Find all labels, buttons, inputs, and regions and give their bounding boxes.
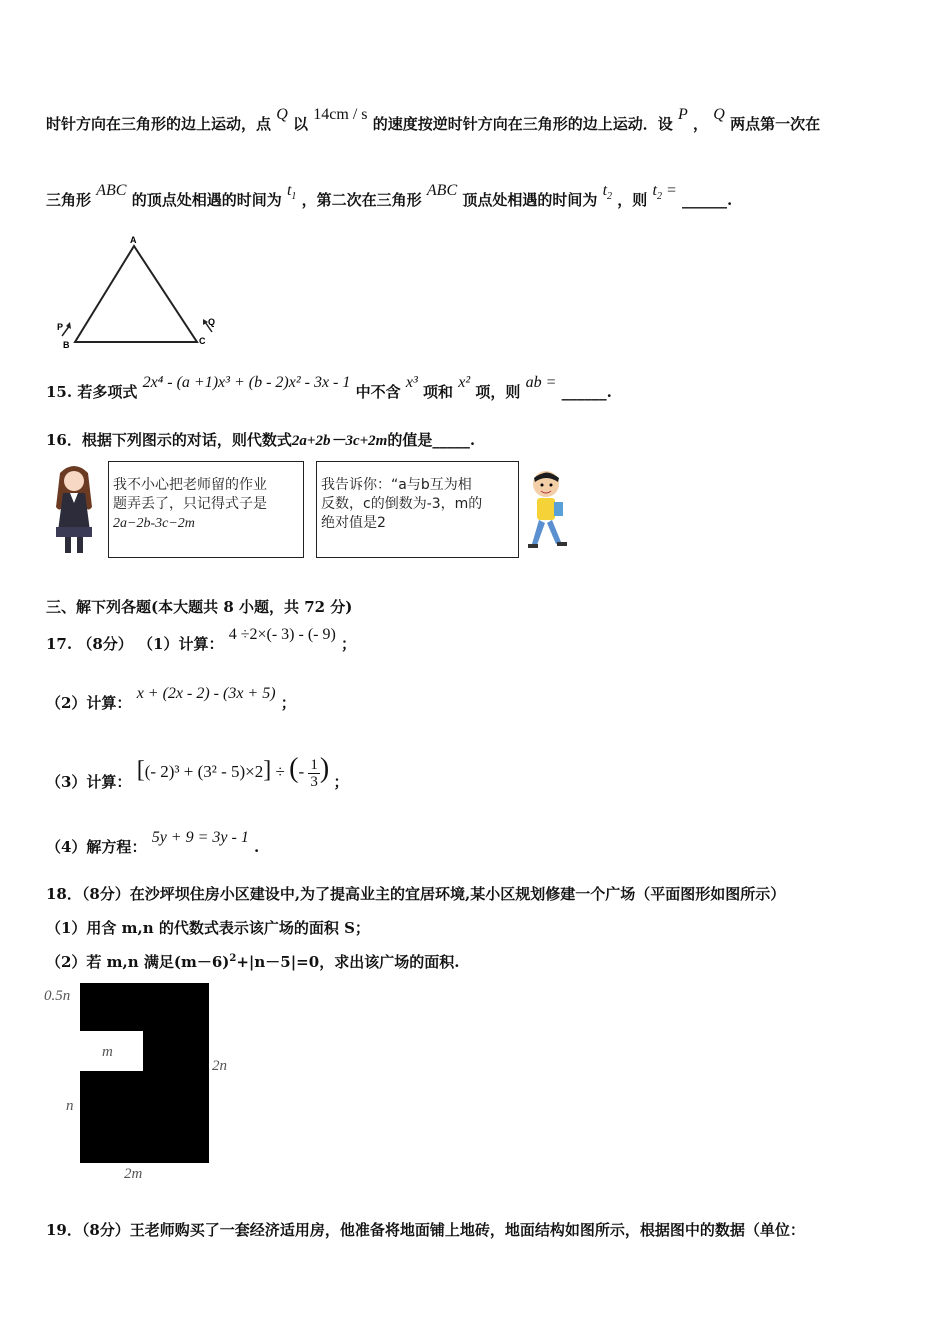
label-right-2n: 2n — [212, 1058, 227, 1074]
plaza-shape — [80, 983, 209, 1163]
q15 — [46, 374, 612, 402]
q15-answer-blank: ______. — [561, 383, 612, 401]
bubble-right-line1: 我告诉你：“a与b互为相 — [321, 477, 472, 493]
q16-tail: 的值是_____. — [387, 431, 476, 449]
q14-text-d: 两点第一次在 — [730, 115, 821, 133]
label-bottom-2m: 2m — [124, 1166, 143, 1182]
q14-line2 — [46, 182, 733, 212]
q14-comma: ， — [693, 115, 709, 133]
q14-l2-e: ，则 — [617, 191, 648, 209]
q16-text: 16．根据下列图示的对话，则代数式 — [46, 431, 292, 449]
q17-p3-end: ； — [333, 773, 349, 791]
arrow-p-icon — [62, 322, 71, 336]
q15-ab: ab = — [525, 374, 557, 391]
q16 — [46, 429, 475, 450]
q17-number: 17. — [46, 635, 73, 653]
q17-p1-expression: 4 ÷2×(- 3) - (- 9) — [228, 626, 336, 643]
q14-point-q2: Q — [713, 106, 725, 123]
q14-t1: $t_1$ — [286, 182, 297, 203]
q18-line1: 18．（8分）在沙坪坝住房小区建设中,为了提高业主的宜居环境,某小区规划修建一个广场（平面图形如图所示） — [46, 885, 786, 903]
q15-text-c: 项和 — [423, 383, 454, 401]
q14-line1 — [46, 106, 821, 134]
vertex-c-label: C — [199, 336, 206, 346]
q17-p4-end: . — [254, 838, 260, 856]
q17-p4-label: （4）解方程： — [46, 838, 147, 856]
q18-line3 — [46, 951, 459, 972]
q18-line3-sup: 2 — [229, 953, 237, 964]
q17-p2-expression: x + (2x - 2) - (3x + 5) — [136, 685, 276, 702]
q15-number: 15. — [46, 383, 73, 401]
q14-l2-c: ，第二次在三角形 — [301, 191, 422, 209]
point-q-label: Q — [208, 317, 216, 327]
q17-p3-label: （3）计算： — [46, 773, 132, 791]
q17-p1-label: （1）计算： — [138, 635, 224, 653]
q15-polynomial: 2x⁴ - (a +1)x³ + (b - 2)x² - 3x - 1 — [142, 374, 351, 391]
q14-text-c: 的速度按逆时针方向在三角形的边上运动．设 — [372, 115, 673, 133]
q14-speed: 14cm / s — [313, 106, 368, 123]
vertex-b-label: B — [63, 340, 70, 350]
q15-term-x2: x² — [458, 374, 471, 391]
q18-line3-a: （2）若 m,n 满足(m－6) — [46, 953, 230, 971]
q15-text-b: 中不含 — [355, 383, 401, 401]
q17-p1-end: ； — [341, 635, 357, 653]
q14-l2-a: 三角形 — [46, 191, 92, 209]
bubble-left-line1: 我不小心把老师留的作业 — [113, 477, 267, 493]
q14-l2-d: 顶点处相遇的时间为 — [462, 191, 598, 209]
label-notch-m: m — [102, 1044, 113, 1060]
boy-illustration — [524, 468, 572, 554]
q15-text-a: 若多项式 — [77, 383, 138, 401]
q14-text-a: 时针方向在三角形的边上运动，点 — [46, 115, 272, 133]
section-3-title: 三、解下列各题(本大题共 8 小题，共 72 分) — [46, 598, 353, 616]
q15-term-x3: x³ — [405, 374, 418, 391]
q14-abc: ABC — [96, 182, 127, 199]
q17-p3-fraction-num: 1 — [310, 756, 318, 773]
label-left-n: n — [66, 1098, 74, 1114]
q14-point-p: P — [678, 106, 688, 123]
q14-text-b: 以 — [293, 115, 309, 133]
q14-answer-blank: ______. — [682, 191, 733, 209]
point-p-label: P — [57, 322, 64, 332]
q17-part1 — [46, 626, 357, 654]
q14-l2-b: 的顶点处相遇的时间为 — [131, 191, 282, 209]
q18-line3-b: +|n－5|=0，求出该广场的面积. — [236, 953, 460, 971]
q17-p3-divide: ÷ — [275, 762, 285, 781]
q14-t2: $t_2$ — [602, 182, 613, 203]
q14-abc2: ABC — [426, 182, 458, 199]
bubble-right-line3: 绝对值是2 — [321, 515, 386, 531]
q17-p2-label: （2）计算： — [46, 694, 132, 712]
q17-p4-equation: 5y + 9 = 3y - 1 — [151, 829, 249, 846]
q17-part3: （3）计算： [(- 2)³ + (3² - 5)×2] ÷ (- $\frac{1}{3}$ ) ； — [46, 753, 349, 791]
q17-part4 — [46, 829, 260, 857]
vertex-a-label: A — [130, 235, 137, 245]
q17-score: （8分） — [77, 635, 133, 653]
q14-point-q: Q — [276, 106, 288, 123]
dialogue-bubble-left — [108, 461, 304, 558]
triangle-figure — [50, 232, 230, 352]
q14-t2-eq: $t_2$ = — [652, 182, 677, 203]
bubble-right-line2: 反数，c的倒数为-3，m的 — [321, 496, 483, 512]
label-top-0.5n: 0.5n — [44, 988, 71, 1004]
bubble-left-line3: 2a−2b-3c−2m — [113, 516, 195, 531]
bubble-left-line2: 题弄丢了，只记得式子是 — [113, 496, 267, 512]
q17-p3-fraction-den: 3 — [310, 773, 318, 790]
q15-text-d: 项，则 — [475, 383, 521, 401]
q19-line1: 19．（8分）王老师购买了一套经济适用房，他准备将地面铺上地砖，地面结构如图所示，根据图中的数据（单位： — [46, 1221, 805, 1239]
plaza-figure — [44, 982, 234, 1184]
q17-p3-expression: (- 2)³ + (3² - 5)×2 — [144, 762, 264, 781]
q17-part2 — [46, 685, 296, 713]
girl-illustration — [46, 461, 102, 556]
q16-expression: 2a+2b－3c+2m — [291, 433, 388, 449]
q17-p2-end: ； — [280, 694, 296, 712]
q18-line2: （1）用含 m,n 的代数式表示该广场的面积 S； — [46, 919, 370, 937]
dialogue-bubble-right — [316, 461, 519, 558]
